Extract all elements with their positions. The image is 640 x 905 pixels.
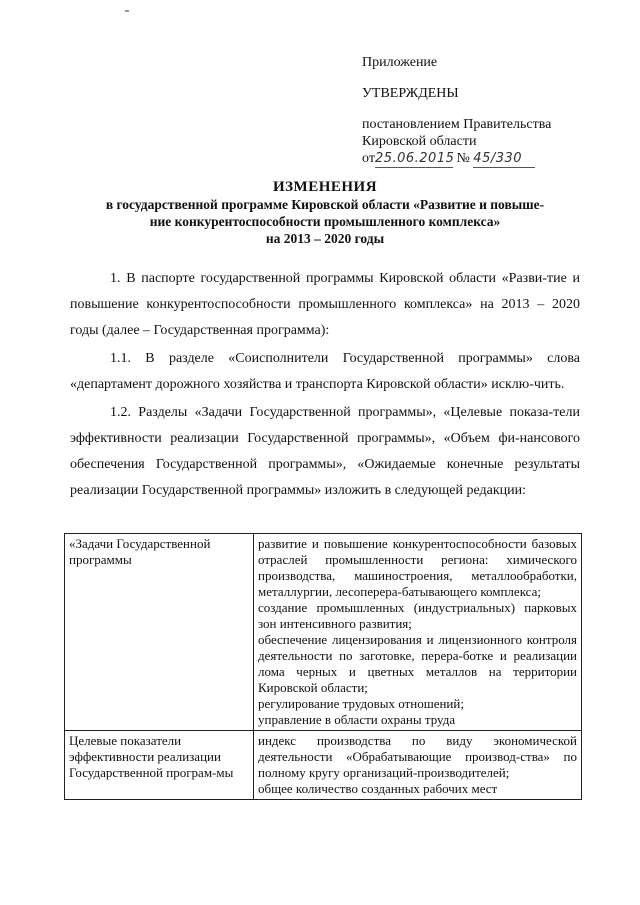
- date-prefix: от: [362, 151, 375, 166]
- decree-line-1: постановлением Правительства: [362, 117, 552, 132]
- paragraph-1: 1. В паспорте государственной программы Кировской области «Разви-тие и повышение конкурентоспособности промышленного комплекса» на 2013 – 2020 годы (далее – Государственная программа):: [70, 271, 580, 338]
- title-line-2: ние конкурентоспособности промышленного комплекса»: [149, 214, 501, 229]
- list-item: развитие и повышение конкурентоспособности базовых отраслей промышленности региона: химического производства, машиностроения, металлообработки, металлургии, лесоперера-батывающего комплекса;: [258, 536, 577, 599]
- document-title: [70, 179, 580, 247]
- title-line-3: на 2013 – 2020 годы: [265, 231, 385, 246]
- row-content: [254, 534, 582, 731]
- row-content: [254, 731, 582, 800]
- title-line-1: в государственной программе Кировской области «Развитие и повыше-: [105, 197, 545, 212]
- row-label: Целевые показатели эффективности реализации Государственной програм-мы: [65, 731, 254, 800]
- paragraph-1-1: 1.1. В разделе «Соисполнители Государственной программы» слова «департамент дорожного хозяйства и транспорта Кировской области» исклю-чить.: [70, 351, 580, 392]
- table-row: [65, 534, 582, 731]
- passport-table: [64, 533, 582, 800]
- list-item: индекс производства по виду экономической деятельности «Обрабатывающие производ-ства» по полному кругу организаций-производителей;: [258, 733, 577, 780]
- approved-label: УТВЕРЖДЕНЫ: [362, 86, 459, 101]
- document-body: [70, 266, 580, 504]
- row-label: «Задачи Государственной программы: [65, 534, 254, 731]
- paragraph-1-2: 1.2. Разделы «Задачи Государственной программы», «Целевые показа-тели эффективности реализации Государственной программы», «Объем фи-нансового обеспечения Государственной программы», «Ожидаемые конечные результаты реализации Государственной программы» изложить в следующей редакции:: [70, 405, 580, 498]
- title-main: ИЗМЕНЕНИЯ: [272, 179, 378, 195]
- list-item: обеспечение лицензирования и лицензионного контроля деятельности по заготовке, перера-ботке и реализации лома черных и цветных металлов на территории Кировской области;: [258, 632, 577, 695]
- appendix-label: Приложение: [362, 55, 438, 70]
- number-prefix: №: [456, 151, 470, 166]
- decree-line-2: Кировской области: [362, 134, 477, 149]
- scan-mark: [125, 10, 129, 12]
- decree-date-number: [362, 150, 612, 168]
- handwritten-date: 25.06.2015: [374, 151, 455, 166]
- approval-block: [362, 54, 612, 168]
- list-item: управление в области охраны труда: [258, 712, 456, 727]
- handwritten-number: 45/330: [473, 150, 535, 168]
- list-item: регулирование трудовых отношений;: [258, 696, 464, 711]
- table-row: [65, 731, 582, 800]
- list-item: общее количество созданных рабочих мест: [258, 781, 498, 796]
- list-item: создание промышленных (индустриальных) парковых зон интенсивного развития;: [258, 600, 577, 631]
